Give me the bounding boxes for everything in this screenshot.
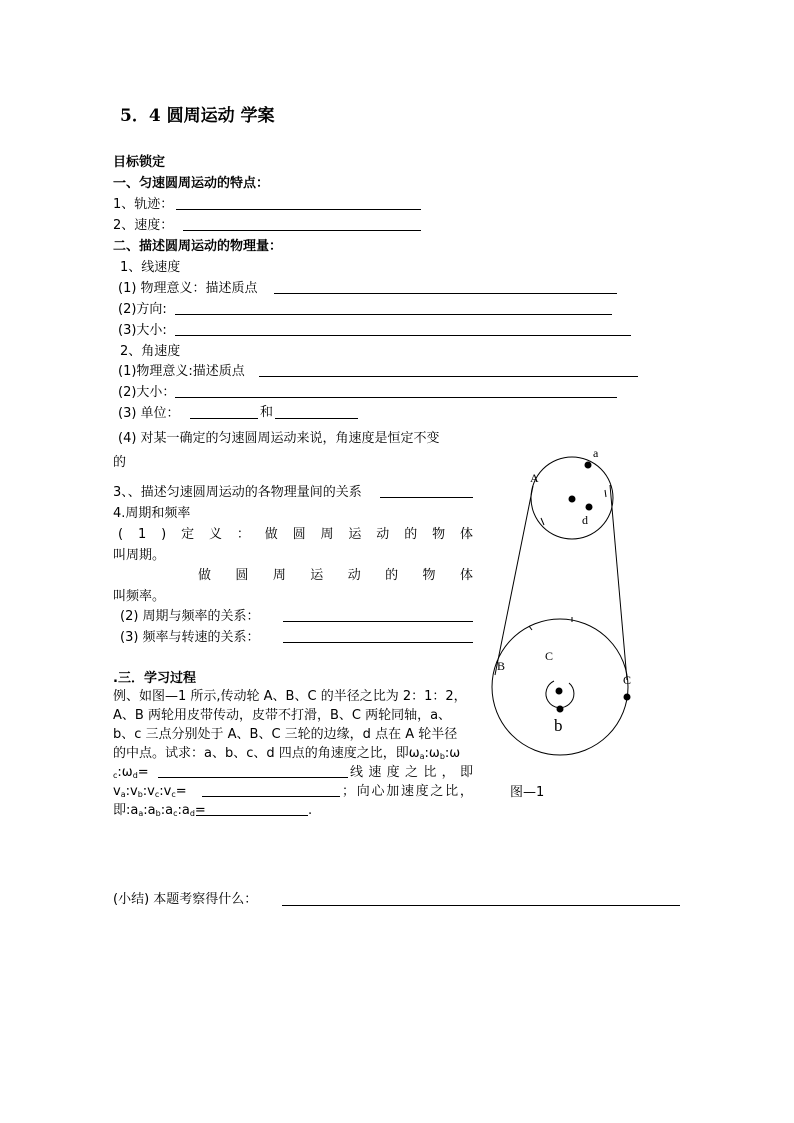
sub-a: a [138, 809, 144, 818]
sub-d: d [132, 771, 138, 780]
sub-d: d [189, 809, 195, 818]
def-token: 物 [432, 527, 446, 542]
angular-note-line2: 的 [113, 455, 127, 470]
a-sep: :a [143, 803, 156, 818]
a-sep: :a [177, 803, 190, 818]
def-token: ： [236, 527, 250, 542]
angular-velocity-heading: 2、角速度 [120, 344, 181, 359]
v-sep: :v [142, 784, 155, 799]
equals: = [194, 803, 206, 818]
belt-left [495, 486, 533, 675]
def-token: 体 [459, 527, 473, 542]
point-d [586, 504, 593, 511]
point-a [585, 462, 592, 469]
freq-token: 运 [310, 568, 324, 583]
v-prefix: v [113, 784, 121, 799]
label-c-upper-wheel: C [545, 649, 554, 663]
example-line3: b、c 三点分别处于 A、B、C 三轮的边缘，d 点在 A 轮半径 [113, 727, 458, 742]
label-b-upper: B [497, 659, 506, 673]
freq-token: 做 [198, 568, 212, 583]
sub-b: b [137, 790, 143, 799]
point-c [624, 694, 631, 701]
def-token: 动 [376, 527, 390, 542]
tick-mark [605, 490, 606, 497]
label-a-upper: A [530, 471, 539, 485]
sub-c: c [113, 771, 118, 780]
tick-mark [541, 518, 544, 525]
freq-token: 体 [459, 568, 473, 583]
summary-label: (小结) 本题考察得什么： [113, 892, 258, 907]
def-token: 的 [404, 527, 418, 542]
section-goal-heading: 目标锁定 [113, 155, 166, 170]
freq-token: 的 [385, 568, 399, 583]
angular-unit-label: (3) 单位： [118, 406, 180, 421]
freq-token: 动 [347, 568, 361, 583]
tick-mark [529, 626, 532, 630]
a-ratio-period: . [308, 803, 313, 818]
label-c-upper-right: C [623, 673, 632, 687]
equals: = [137, 765, 149, 780]
point-b [557, 706, 564, 713]
centripetal-token: 向 [356, 784, 370, 799]
center-bc [556, 688, 563, 695]
part2-heading: 二、描述圆周运动的物理量： [113, 239, 283, 254]
freq-token: 周 [272, 568, 286, 583]
centripetal-token: 心 [371, 784, 385, 799]
ratio-sep: :ω [444, 746, 461, 761]
linear-token: 比 [423, 765, 437, 780]
label-d-point: d [582, 513, 588, 527]
def-token: 周 [320, 527, 334, 542]
v-sep: :v [125, 784, 138, 799]
def-token: ) [161, 527, 167, 542]
freq-token: 圆 [235, 568, 249, 583]
linear-token: ， [441, 765, 455, 780]
def-token: 义 [208, 527, 222, 542]
angular-magnitude-label: (2)大小： [118, 385, 176, 400]
equals: = [175, 784, 187, 799]
angular-unit-and: 和 [260, 405, 274, 420]
example-line2: A、B 两轮用皮带传动，皮带不打滑，B、C 两轮同轴，a、 [113, 708, 452, 723]
example-line1: 例、如图—1 所示,传动轮 A、B、C 的半径之比为 2：1：2， [113, 689, 467, 704]
centripetal-token: 之 [430, 784, 444, 799]
sub-c: c [154, 790, 160, 799]
frequency-rotation-relation-label: (3) 频率与转速的关系： [120, 630, 260, 645]
figure-caption: 图—1 [510, 785, 545, 800]
angular-note-line1: (4) 对某一确定的匀速圆周运动来说，角速度是恒定不变 [118, 431, 440, 446]
def-token: 1 [137, 527, 147, 542]
linear-token: 即 [459, 765, 473, 780]
part3-heading: .三．学习过程 [113, 671, 196, 686]
def-token: 定 [181, 527, 195, 542]
sub-c: c [171, 790, 176, 799]
period-definition-line2: 叫周期。 [113, 548, 166, 563]
sub-b: b [439, 752, 445, 761]
linear-token: 线 [350, 765, 364, 780]
angular-meaning-label: (1)物理意义:描述质点 [118, 364, 245, 379]
centripetal-token: 比 [445, 784, 459, 799]
trajectory-label: 1、轨迹： [113, 197, 174, 212]
a-prefix: 即:a [113, 803, 139, 818]
linear-token: 度 [386, 765, 400, 780]
freq-token: 物 [422, 568, 436, 583]
linear-velocity-heading: 1、线速度 [120, 260, 181, 275]
ratio-sep: :ω [424, 746, 440, 761]
def-token: ( [118, 527, 124, 542]
period-frequency-relation-label: (2) 周期与频率的关系： [120, 609, 260, 624]
linear-magnitude-label: (3)大小: [118, 323, 167, 338]
sub-c: c [173, 809, 178, 818]
part1-heading: 一、匀速圆周运动的特点： [113, 176, 270, 191]
label-a-point: a [593, 446, 599, 460]
def-token: 做 [264, 527, 278, 542]
label-b-point: b [554, 716, 563, 735]
centripetal-token: 加 [386, 784, 400, 799]
example-line4-text: 的中点。试求：a、b、c、d 四点的角速度之比，即ω [113, 746, 420, 761]
linear-token: 速 [368, 765, 382, 780]
period-heading: 4.周期和频率 [113, 506, 191, 521]
omega-d: :ω [117, 765, 133, 780]
centripetal-token: 度 [415, 784, 429, 799]
sub-a: a [120, 790, 126, 799]
a-sep: :a [160, 803, 174, 818]
center-a [569, 496, 576, 503]
frequency-definition-line2: 叫频率。 [113, 589, 166, 604]
linear-meaning-label: (1) 物理意义：描述质点 [118, 281, 258, 296]
sub-a: a [419, 752, 425, 761]
page-title: 5．4 圆周运动 学案 [120, 106, 275, 126]
sub-b: b [155, 809, 161, 818]
centripetal-token: 速 [400, 784, 414, 799]
centripetal-token: ； [342, 784, 356, 799]
belt-right [610, 485, 627, 680]
linear-direction-label: (2)方向: [118, 302, 167, 317]
centripetal-token: ， [459, 784, 473, 799]
linear-token: 之 [404, 765, 418, 780]
speed-label: 2、速度： [113, 218, 174, 233]
relation-label: 3、、描述匀速圆周运动的各物理量间的关系 [113, 485, 362, 500]
def-token: 圆 [292, 527, 306, 542]
def-token: 运 [348, 527, 362, 542]
v-sep: :v [159, 784, 172, 799]
